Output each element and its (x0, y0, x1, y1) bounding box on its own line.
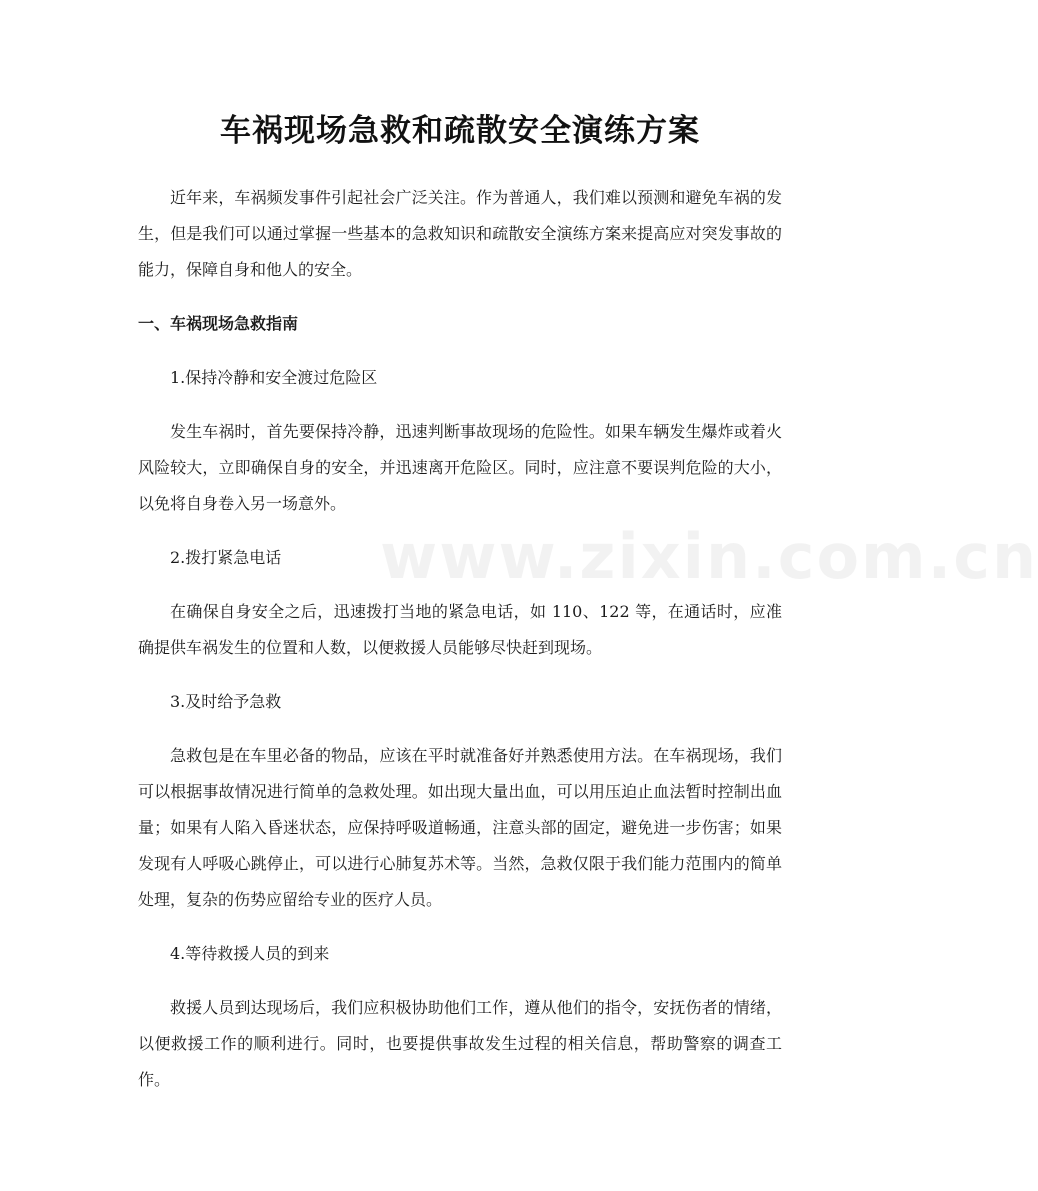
document-title: 车祸现场急救和疏散安全演练方案 (220, 113, 700, 149)
item-1-title: 1.保持冷静和安全渡过危险区 (170, 368, 378, 387)
intro-paragraph: 近年来，车祸频发事件引起社会广泛关注。作为普通人，我们难以预测和避免车祸的发生，但是我们可以通过掌握一些基本的急救知识和疏散安全演练方案来提高应对突发事故的能力，保障自身和他人的安全。 (138, 188, 782, 279)
item-4-title: 4.等待救援人员的到来 (170, 944, 330, 963)
item-1-body: 发生车祸时，首先要保持冷静，迅速判断事故现场的危险性。如果车辆发生爆炸或着火风险较大，立即确保自身的安全，并迅速离开危险区。同时，应注意不要误判危险的大小，以免将自身卷入另一场意外。 (138, 422, 782, 513)
watermark-text: www.zixin.com.cn (380, 520, 1038, 593)
document-body (138, 180, 1038, 1116)
item-4-body: 救援人员到达现场后，我们应积极协助他们工作，遵从他们的指令，安抚伤者的情绪，以便救援工作的顺利进行。同时，也要提供事故发生过程的相关信息，帮助警察的调查工作。 (138, 998, 782, 1089)
section-heading: 一、车祸现场急救指南 (138, 314, 299, 333)
item-2-title: 2.拨打紧急电话 (170, 548, 282, 567)
item-3-body: 急救包是在车里必备的物品，应该在平时就准备好并熟悉使用方法。在车祸现场，我们可以根据事故情况进行简单的急救处理。如出现大量出血，可以用压迫止血法暂时控制出血量；如果有人陷入昏迷状态，应保持呼吸道畅通，注意头部的固定，避免进一步伤害；如果发现有人呼吸心跳停止，可以进行心肺复苏术等。当然，急救仅限于我们能力范围内的简单处理，复杂的伤势应留给专业的医疗人员。 (138, 746, 782, 909)
item-3-title: 3.及时给予急救 (170, 692, 282, 711)
item-2-body: 在确保自身安全之后，迅速拨打当地的紧急电话，如 110、122 等，在通话时，应准确提供车祸发生的位置和人数，以便救援人员能够尽快赶到现场。 (138, 602, 782, 657)
